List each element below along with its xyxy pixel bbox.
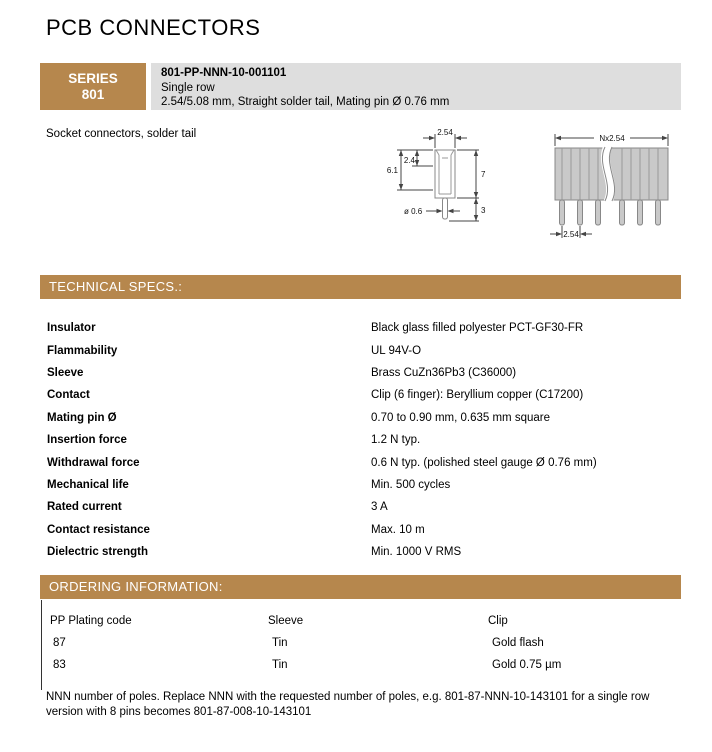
spec-row xyxy=(40,317,681,339)
spec-row xyxy=(40,429,681,451)
dim-pin-diameter: ø 0.6 xyxy=(404,207,423,216)
spec-row xyxy=(40,339,681,361)
spec-row xyxy=(40,541,681,563)
subtitle: Socket connectors, solder tail xyxy=(46,128,197,140)
series-badge-word: SERIES xyxy=(68,70,118,86)
spec-label: Insertion force xyxy=(47,434,127,447)
spec-label: Flammability xyxy=(47,344,118,357)
pin xyxy=(656,200,661,225)
spec-row xyxy=(40,519,681,541)
spec-value: Max. 10 m xyxy=(371,523,425,536)
spec-row xyxy=(40,384,681,406)
connector-body-outline xyxy=(435,150,455,198)
ordering-row xyxy=(40,654,681,676)
pin xyxy=(578,200,583,225)
ordering-row xyxy=(40,632,681,654)
spec-value: Min. 1000 V RMS xyxy=(371,546,462,559)
spec-label: Mating pin Ø xyxy=(47,411,117,424)
spec-row xyxy=(40,496,681,518)
ordering-cell: Tin xyxy=(272,659,288,671)
pin xyxy=(638,200,643,225)
series-header xyxy=(40,63,681,110)
multi-position-drawing xyxy=(547,124,711,248)
spec-label: Contact xyxy=(47,389,90,402)
spec-value: 3 A xyxy=(371,501,388,514)
footer-note: NNN number of poles. Replace NNN with the requested number of poles, e.g. 801-87-NNN-10-143101 for a single row version with 8 pins becomes 801-87-008-10-143101 xyxy=(46,691,650,718)
spec-row xyxy=(40,451,681,473)
spec-value: 1.2 N typ. xyxy=(371,434,421,447)
solder-tail-pin xyxy=(443,198,448,219)
series-description-band xyxy=(151,63,681,110)
dim-entry-depth: 2.4 xyxy=(403,156,415,165)
part-number: 801-PP-NNN-10-001101 xyxy=(161,67,287,79)
ordering-col-plating-code: PP Plating code xyxy=(50,615,132,627)
dim-tail-length: 3 xyxy=(481,206,486,215)
dim-top-pitch: 2.54 xyxy=(437,128,453,137)
spec-value: Black glass filled polyester PCT-GF30-FR xyxy=(371,322,584,335)
spec-row xyxy=(40,474,681,496)
spec-value: Brass CuZn36Pb3 (C36000) xyxy=(371,366,517,379)
ordering-cell: Gold 0.75 µm xyxy=(492,659,562,671)
spec-label: Dielectric strength xyxy=(47,546,148,559)
technical-specs-heading: TECHNICAL SPECS.: xyxy=(40,275,681,299)
dim-pitch: 2.54 xyxy=(563,230,579,239)
pin xyxy=(560,200,565,225)
ordering-col-clip: Clip xyxy=(488,615,508,627)
series-description: 2.54/5.08 mm, Straight solder tail, Mating pin Ø 0.76 mm xyxy=(161,96,450,108)
series-badge-number: 801 xyxy=(81,86,105,102)
spec-label: Withdrawal force xyxy=(47,456,140,469)
ordering-table xyxy=(40,610,681,676)
dim-body-inner: 6.1 xyxy=(386,166,398,175)
pin xyxy=(596,200,601,225)
spec-value: Min. 500 cycles xyxy=(371,478,451,491)
ordering-cell: 87 xyxy=(53,637,66,649)
dim-body-height: 7 xyxy=(481,170,486,179)
single-position-drawing xyxy=(386,124,548,238)
ordering-information-heading: ORDERING INFORMATION: xyxy=(40,575,681,599)
row-type: Single row xyxy=(161,81,215,94)
spec-row xyxy=(40,407,681,429)
ordering-col-sleeve: Sleeve xyxy=(268,615,304,627)
spec-value: 0.70 to 0.90 mm, 0.635 mm square xyxy=(371,411,550,424)
spec-label: Sleeve xyxy=(47,366,84,379)
technical-specs-table xyxy=(40,317,681,563)
dim-total-width: Nx2.54 xyxy=(599,134,625,143)
page-title: PCB CONNECTORS xyxy=(46,15,261,40)
spec-label: Mechanical life xyxy=(47,478,129,491)
spec-label: Contact resistance xyxy=(47,523,150,536)
spec-label: Rated current xyxy=(47,501,122,514)
ordering-cell: 83 xyxy=(53,659,66,671)
spec-value: UL 94V-O xyxy=(371,344,422,357)
spec-label: Insulator xyxy=(47,322,96,335)
pin xyxy=(620,200,625,225)
ordering-header-row xyxy=(40,610,681,632)
spec-value: Clip (6 finger): Beryllium copper (C17200) xyxy=(371,389,584,402)
ordering-cell: Tin xyxy=(272,637,288,649)
ordering-cell: Gold flash xyxy=(492,637,544,649)
spec-row xyxy=(40,362,681,384)
series-badge xyxy=(40,63,146,110)
spec-value: 0.6 N typ. (polished steel gauge Ø 0.76 mm) xyxy=(371,456,597,469)
